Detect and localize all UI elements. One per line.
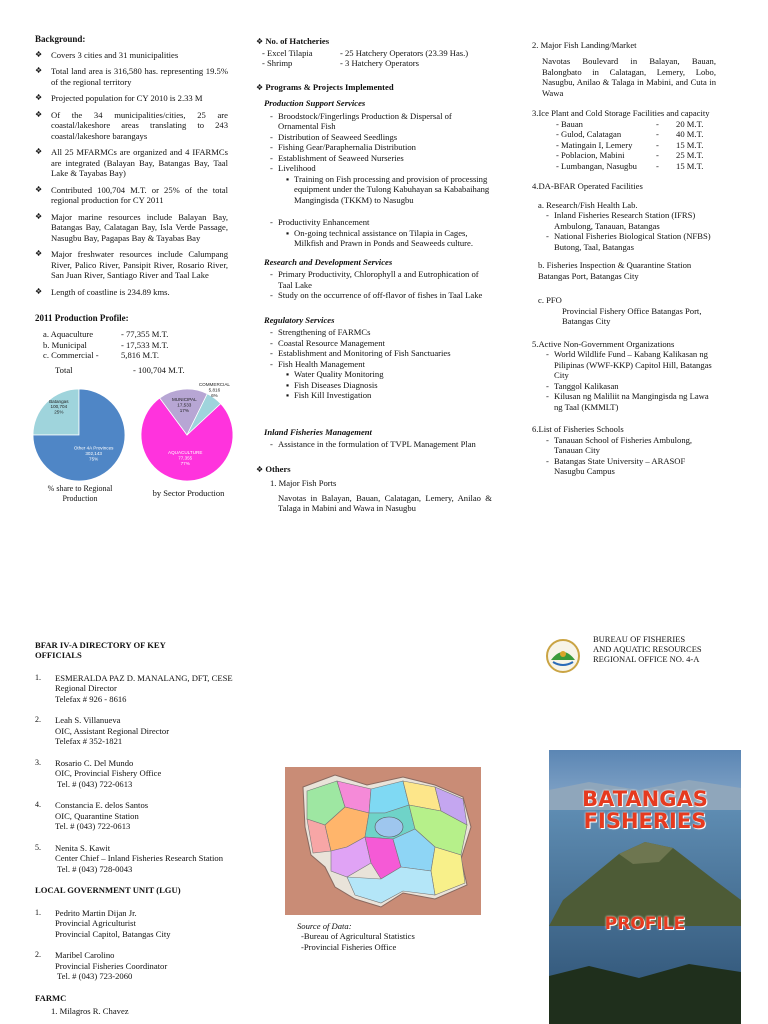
- ngo-title: 5.Active Non-Government Organizations: [532, 338, 675, 349]
- inspection-station: b. Fisheries Inspection & Quarantine Station Batangas Port, Batangas City: [538, 260, 692, 281]
- hatchery-operators: - 3 Hatchery Operators: [340, 58, 419, 69]
- ice-plant-capacity: - 40 M.T.: [656, 129, 704, 140]
- source-of-data: Source of Data: -Bureau of Agricultural Statistics -Provincial Fisheries Office: [285, 921, 481, 952]
- official-entry: [35, 908, 250, 939]
- profile-label: a. Aquaculture: [43, 329, 94, 340]
- list-item: - Kilusan ng Maliliit na Mangingisda ng Lawa ng Taal (KMMLT): [546, 391, 716, 412]
- list-item: - Livelihood: [270, 163, 492, 173]
- ice-plant-capacity: - 15 M.T.: [656, 139, 704, 150]
- list-item: - Inland Fisheries Research Station (IFRS) Ambulong, Tanauan, Batangas: [546, 210, 716, 231]
- background-item: ❖ Projected population for CY 2010 is 2.33 M: [35, 93, 228, 103]
- map-section: [285, 767, 481, 952]
- production-profile-list: [35, 329, 228, 360]
- research-title: Research and Development Services: [264, 256, 393, 267]
- ice-plant-name: - Bauan: [556, 118, 583, 129]
- production-support-title: Production Support Services: [264, 98, 366, 109]
- background-item: ❖ Major marine resources include Balayan Bay, Batangas Bay, Calatagan Bay, Isla Verde Passage, Nasugbu Bay, Pagapas Bay & Tayabas Bay: [35, 212, 228, 243]
- official-detail-line: OIC, Assistant Regional Director: [55, 725, 170, 736]
- official-name: Constancia E. delos Santos: [55, 800, 149, 811]
- list-item: - Assistance in the formulation of TVPL Management Plan: [270, 439, 492, 449]
- official-detail-line: Provincial Capitol, Batangas City: [55, 928, 171, 939]
- official-number: 5.: [35, 842, 41, 852]
- lgu-title: LOCAL GOVERNMENT UNIT (LGU): [35, 885, 181, 896]
- official-detail-line: Regional Director: [55, 683, 117, 694]
- pie-data-label: MUNICIPAL 17,533 17%: [171, 397, 197, 414]
- list-item: - Primary Productivity, Chlorophyll a and Eutrophication of Taal Lake: [270, 269, 492, 290]
- landing-text: Navotas Boulevard in Balayan, Bauan, Balongbato in Calatagan, Lemery, Lobo, Nasugbu, Anilao & Talaga in Mabini, and Cuta in Wawa: [542, 56, 716, 98]
- profile-row: [43, 329, 228, 339]
- list-item: - Fish Health Management: [270, 359, 492, 369]
- background-column: [35, 34, 228, 514]
- background-item: ❖ Contributed 100,704 M.T. or 25% of the total regional production for CY 2011: [35, 185, 228, 206]
- livelihood-sublist: [256, 174, 492, 205]
- ice-plant-row: [556, 150, 716, 160]
- hatchery-species: - Excel Tilapia: [262, 47, 313, 58]
- official-details: [55, 800, 148, 831]
- official-details: [55, 908, 171, 939]
- ice-plant-name: - Matingain I, Lemery: [556, 139, 633, 150]
- fish-ports-title: 1. Major Fish Ports: [270, 478, 337, 489]
- list-item: - Tanggol Kalikasan: [546, 381, 716, 391]
- pie-data-label: Batangas 100,704 25%: [49, 398, 69, 415]
- schools-title: 6.List of Fisheries Schools: [532, 424, 624, 435]
- hatcheries-title: ❖ No. of Hatcheries: [256, 36, 330, 46]
- hatchery-row: [256, 58, 492, 68]
- list-item: ▪ On-going technical assistance on Tilapia in Cages, Milkfish and Prawn in Ponds and Seaweeds culture.: [286, 228, 492, 249]
- list-item: ▪ Water Quality Monitoring: [286, 369, 492, 379]
- official-number: 1.: [35, 907, 41, 917]
- official-name: Nenita S. Kawit: [55, 842, 111, 853]
- inland-title: Inland Fisheries Management: [264, 426, 372, 437]
- cover-section: [541, 634, 741, 1024]
- lgu-list: [35, 908, 250, 982]
- official-name: Rosario C. Del Mundo: [55, 757, 134, 768]
- background-item: ❖ Length of coastline is 234.89 kms.: [35, 287, 228, 297]
- official-detail-line: Tel. # (043) 722-0613: [55, 821, 131, 832]
- official-detail-line: Provincial Fisheries Coordinator: [55, 960, 168, 971]
- bureau-name: [593, 634, 702, 665]
- official-entry: [35, 715, 250, 746]
- pfo-title: c. PFO: [538, 295, 562, 306]
- hatchery-species: - Shrimp: [262, 58, 293, 69]
- list-item: - World Wildlife Fund – Kabang Kalikasan ng Pilipinas (WWF-KKP) Capitol Hill, Batangas City: [546, 349, 716, 380]
- production-support-list: [256, 111, 492, 174]
- official-details: [55, 950, 167, 981]
- bfar-logo-icon: [541, 636, 585, 674]
- ice-plant-capacity: - 20 M.T.: [656, 118, 704, 129]
- pie-data-label: Other 4A Provinces 302,143 75%: [73, 445, 114, 462]
- ice-plant-capacity: - 25 M.T.: [656, 150, 704, 161]
- official-name: ESMERALDA PAZ D. MANALANG, DFT, CESE: [55, 672, 233, 683]
- official-detail-line: OIC, Provincial Fishery Office: [55, 768, 162, 779]
- list-item: - Coastal Resource Management: [270, 338, 492, 348]
- bureau-line: REGIONAL OFFICE NO. 4-A: [593, 654, 700, 665]
- list-item: - Strengthening of FARMCs: [270, 327, 492, 337]
- official-details: [55, 758, 161, 789]
- sector-production-caption: by Sector Production: [152, 488, 225, 499]
- facilities-column: [532, 40, 716, 476]
- regulatory-title: Regulatory Services: [264, 314, 335, 325]
- farmc-title: FARMC: [35, 992, 67, 1003]
- batangas-map: [285, 767, 481, 915]
- profile-value: 5,816 M.T.: [121, 350, 160, 361]
- official-details: [55, 715, 169, 746]
- research-lab-list: [532, 210, 716, 252]
- pie-data-label: AQUACULTURE 77,355 77%: [168, 450, 203, 467]
- hatcheries-list: [256, 48, 492, 69]
- list-item: - Fishing Gear/Paraphernalia Distribution: [270, 142, 492, 152]
- regional-share-caption: % share to Regional Production: [47, 484, 113, 503]
- list-item: - Tanauan School of Fisheries Ambulong, Tanauan City: [546, 435, 716, 456]
- background-item: ❖ Of the 34 municipalities/cities, 25 are coastal/lakeshore areas translating to 243 coastal/lakeshore barangays: [35, 110, 228, 141]
- bureau-line: BUREAU OF FISHERIES: [593, 634, 686, 644]
- official-number: 2.: [35, 715, 41, 725]
- profile-row: [43, 340, 228, 350]
- official-number: 4.: [35, 800, 41, 810]
- ice-plant-name: - Lumbangan, Nasugbu: [556, 160, 637, 171]
- fish-health-sublist: [256, 369, 492, 400]
- regulatory-list: [256, 327, 492, 369]
- official-name: Maribel Carolino: [55, 950, 115, 961]
- profile-label: c. Commercial -: [43, 350, 99, 361]
- official-entry: [35, 800, 250, 831]
- list-item: - Productivity Enhancement: [270, 217, 492, 227]
- source-line: -Provincial Fisheries Office: [301, 941, 397, 952]
- ngo-list: [532, 349, 716, 412]
- official-detail-line: Telefax # 352-1821: [55, 736, 123, 747]
- background-item: ❖ All 25 MFARMCs are organized and 4 IFARMCs are integrated (Balayan Bay, Batangas Bay, Taal Lake & Tayabas Bay): [35, 147, 228, 178]
- schools-list: [532, 435, 716, 477]
- pie-data-label: COMMERCIAL 5,816 6%: [198, 382, 230, 398]
- inland-list: [256, 439, 492, 449]
- ice-plant-list: [532, 119, 716, 171]
- official-entry: [35, 843, 250, 874]
- ice-plant-row: [556, 119, 716, 129]
- profile-value: - 17,533 M.T.: [121, 339, 169, 350]
- official-detail-line: Tel. # (043) 722-0613: [55, 778, 133, 789]
- programs-column: [256, 36, 492, 514]
- list-item: ▪ Training on Fish processing and provision of processing equipment under the Tulong Kabuhayan sa Kababaihang Mangingisda (TKKM) to Nasugbu: [286, 174, 492, 205]
- official-name: Pedrito Martin Dijan Jr.: [55, 907, 137, 918]
- production-profile-title: 2011 Production Profile:: [35, 313, 129, 324]
- ice-plant-title: 3.Ice Plant and Cold Storage Facilities and capacity: [532, 108, 710, 119]
- landing-title: 2. Major Fish Landing/Market: [532, 40, 637, 50]
- others-title: ❖ Others: [256, 463, 291, 474]
- list-item: - Study on the occurrence of off-flavor of fishes in Taal Lake: [270, 290, 492, 300]
- official-entry: [35, 950, 250, 981]
- sector-production-pie-chart: [137, 383, 237, 483]
- background-list: [35, 50, 228, 297]
- research-list: [256, 269, 492, 300]
- official-number: 2.: [35, 950, 41, 960]
- ice-plant-capacity: - 15 M.T.: [656, 160, 704, 171]
- official-number: 1.: [35, 672, 41, 682]
- production-total: Total - 100,704 M.T.: [55, 364, 185, 375]
- list-item: ▪ Fish Kill Investigation: [286, 390, 492, 400]
- profile-value: - 77,355 M.T.: [121, 329, 169, 340]
- official-detail-line: Provincial Agriculturist: [55, 918, 136, 929]
- official-detail-line: Tel. # (043) 723-2060: [55, 971, 133, 982]
- fish-ports-text: Navotas in Balayan, Bauan, Calatagan, Lemery, Anilao & Talaga in Mabini and Wawa in Nasugbu: [278, 492, 492, 514]
- background-title: Background:: [35, 34, 86, 44]
- cover-title: BATANGAS FISHERIES: [582, 787, 708, 834]
- list-item: - Establishment and Monitoring of Fish Sanctuaries: [270, 348, 492, 358]
- directory-title: BFAR IV-A DIRECTORY OF KEY OFFICIALS: [35, 640, 166, 661]
- list-item: - Broodstock/Fingerlings Production & Dispersal of Ornamental Fish: [270, 111, 492, 132]
- list-item: ▪ Fish Diseases Diagnosis: [286, 380, 492, 390]
- farmc-item: 1. Milagros R. Chavez: [51, 1006, 129, 1017]
- cover-profile: PROFILE: [604, 914, 686, 934]
- profile-label: b. Municipal: [43, 339, 87, 350]
- programs-title: ❖ Programs & Projects Implemented: [256, 81, 394, 92]
- ice-plant-row: [556, 129, 716, 139]
- official-detail-line: OIC, Quarantine Station: [55, 810, 139, 821]
- official-entry: [35, 758, 250, 789]
- background-item: ❖ Covers 3 cities and 31 municipalities: [35, 50, 228, 60]
- list-item: - National Fisheries Biological Station (NFBS) Butong, Taal, Batangas: [546, 231, 716, 252]
- cover-photo: [549, 750, 741, 1024]
- official-detail-line: Center Chief – Inland Fisheries Research Station: [55, 853, 224, 864]
- research-lab-title: a. Research/Fish Health Lab.: [538, 199, 638, 210]
- official-details: [55, 673, 233, 704]
- list-item: - Distribution of Seaweed Seedlings: [270, 132, 492, 142]
- profile-row: [43, 350, 228, 360]
- bureau-line: AND AQUATIC RESOURCES: [593, 644, 702, 655]
- pfo-text: Provincial Fishery Office Batangas Port, Batangas City: [562, 305, 702, 327]
- official-detail-line: Tel. # (043) 728-0043: [55, 863, 133, 874]
- hatchery-row: [256, 48, 492, 58]
- ice-plant-name: - Poblacion, Mabini: [556, 150, 625, 161]
- ice-plant-name: - Gulod, Calatagan: [556, 129, 622, 140]
- productivity-list: [256, 217, 492, 227]
- directory-section: [35, 640, 250, 1017]
- productivity-sublist: [256, 228, 492, 249]
- pie-charts: [35, 379, 228, 484]
- official-details: [55, 843, 223, 874]
- officials-list: [35, 673, 250, 874]
- taal-lake: [375, 817, 403, 837]
- official-detail-line: Telefax # 926 - 8616: [55, 693, 127, 704]
- list-item: - Establishment of Seaweed Nurseries: [270, 153, 492, 163]
- dabfar-title: 4.DA-BFAR Operated Facilities: [532, 181, 643, 192]
- ice-plant-row: [556, 161, 716, 171]
- regional-share-pie-chart: [29, 383, 129, 483]
- source-line: -Bureau of Agricultural Statistics: [301, 931, 415, 942]
- official-name: Leah S. Villanueva: [55, 715, 121, 726]
- ice-plant-row: [556, 140, 716, 150]
- official-number: 3.: [35, 757, 41, 767]
- background-item: ❖ Total land area is 316,580 has. representing 19.5% of the regional territory: [35, 66, 228, 87]
- official-entry: [35, 673, 250, 704]
- background-item: ❖ Major freshwater resources include Calumpang River, Palico River, Pansipit River, Rosario River, San Juan River, Santiago River and Taal Lake: [35, 249, 228, 280]
- list-item: - Batangas State University – ARASOF Nasugbu Campus: [546, 456, 716, 477]
- hatchery-operators: - 25 Hatchery Operators (23.39 Has.): [340, 47, 469, 58]
